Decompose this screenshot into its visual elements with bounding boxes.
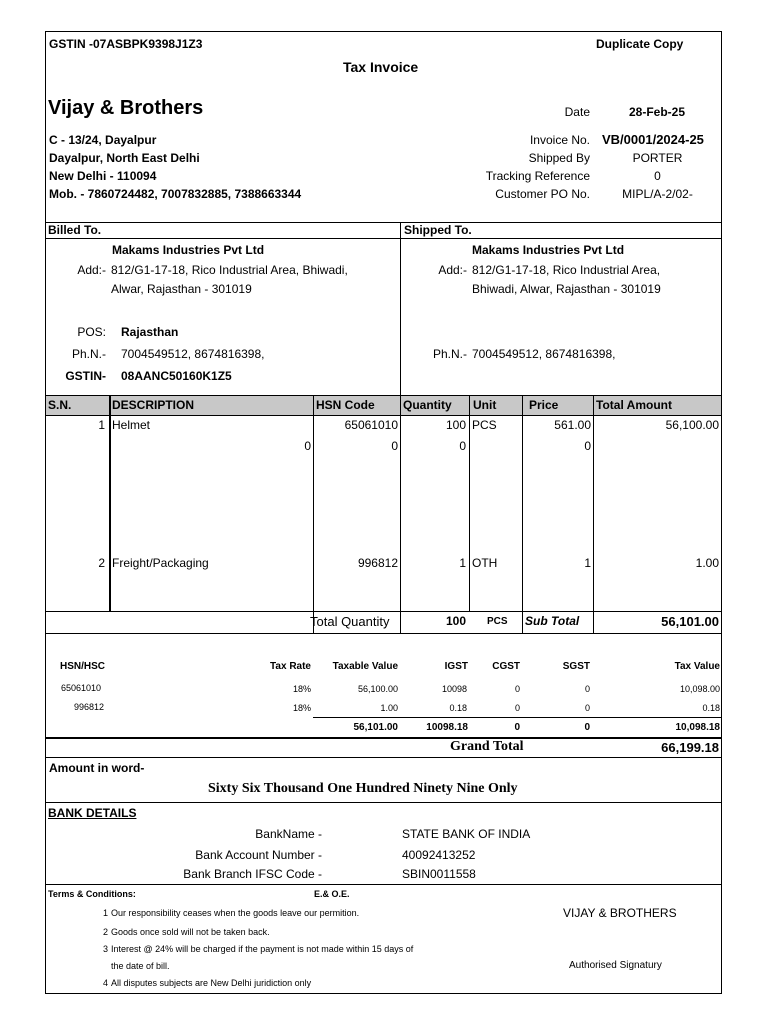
table-cell: Freight/Packaging	[112, 556, 209, 570]
col-line	[109, 395, 111, 611]
tax-cell: 10098	[441, 684, 467, 694]
col-header-total: Total Amount	[596, 398, 672, 412]
divider	[45, 802, 722, 803]
tax-total: 10,098.18	[675, 722, 720, 733]
tax-cell: 0	[584, 703, 590, 713]
bank-account-label: Bank Account Number -	[195, 848, 322, 862]
col-line	[313, 395, 314, 633]
shipped-by-value: PORTER	[632, 151, 683, 165]
pos-label: POS:	[77, 325, 106, 339]
date-value: 28-Feb-25	[629, 105, 686, 119]
total-quantity-unit: PCS	[487, 616, 508, 627]
address-line: Dayalpur, North East Delhi	[49, 151, 200, 165]
address-line: Mob. - 7860724482, 7007832885, 7388663344	[49, 187, 302, 201]
divider	[45, 884, 722, 885]
shipped-phone-label: Ph.N.-	[432, 347, 467, 361]
billed-gstin-label: GSTIN-	[65, 369, 106, 383]
col-header-price: Price	[529, 398, 559, 412]
tax-cell: 10,098.00	[679, 684, 720, 694]
table-cell: 1	[98, 418, 105, 432]
tax-cell: 56,100.00	[357, 684, 398, 694]
col-header-unit: Unit	[473, 398, 497, 412]
billed-heading: Billed To.	[48, 223, 102, 237]
sub-total-value: 56,101.00	[661, 614, 719, 629]
table-cell: 996812	[357, 556, 398, 570]
grand-total-label: Grand Total	[450, 739, 524, 754]
tax-cell: 18%	[292, 703, 311, 713]
tax-total: 10098.18	[426, 722, 468, 733]
divider	[45, 757, 722, 758]
invoice-no-label: Invoice No.	[529, 133, 590, 147]
bank-heading: BANK DETAILS	[48, 806, 137, 820]
gstin: GSTIN -07ASBPK9398J1Z3	[49, 37, 203, 51]
term-text: All disputes subjects are New Delhi juridiction only	[111, 978, 312, 988]
col-line	[593, 395, 594, 633]
tax-cell: 65061010	[61, 683, 102, 693]
bank-name-label: BankName -	[255, 827, 322, 841]
pos-value: Rajasthan	[121, 325, 179, 339]
tax-total: 56,101.00	[353, 722, 398, 733]
bank-ifsc-value: SBIN0011558	[402, 867, 476, 881]
total-quantity-label: Total Quantity	[310, 614, 390, 629]
company-name: Vijay & Brothers	[48, 97, 204, 119]
tax-cell: 0	[514, 703, 520, 713]
table-cell: 65061010	[344, 418, 398, 432]
tax-cell: 18%	[292, 684, 311, 694]
col-header-quantity: Quantity	[403, 398, 452, 412]
col-header-description: DESCRIPTION	[112, 398, 195, 412]
term-text: Our responsibility ceases when the goods leave our permition.	[111, 908, 360, 918]
table-cell: 561.00	[554, 418, 591, 432]
shipped-heading: Shipped To.	[404, 223, 472, 237]
divider	[45, 737, 722, 739]
billed-phone-label: Ph.N.-	[71, 347, 106, 361]
billed-name: Makams Industries Pvt Ltd	[112, 243, 265, 257]
customer-po-value: MIPL/A-2/02-	[622, 187, 693, 201]
table-cell: Helmet	[112, 418, 151, 432]
table-cell: 0	[391, 439, 398, 453]
bank-account-value: 40092413252	[402, 848, 476, 862]
billed-phone: 7004549512, 8674816398,	[121, 347, 265, 361]
tax-header-value: Tax Value	[674, 661, 720, 672]
col-header-sn: S.N.	[48, 398, 72, 412]
signatory-label: Authorised Signatury	[569, 960, 662, 971]
table-cell: 1	[584, 556, 591, 570]
tax-header-rate: Tax Rate	[270, 661, 311, 672]
address-line: New Delhi - 110094	[49, 169, 157, 183]
amount-words: Sixty Six Thousand One Hundred Ninety Nine Only	[208, 781, 518, 796]
copy-label: Duplicate Copy	[596, 37, 684, 51]
divider	[45, 395, 722, 396]
col-line	[400, 395, 401, 633]
shipped-address: Bhiwadi, Alwar, Rajasthan - 301019	[472, 282, 661, 296]
divider	[313, 717, 721, 718]
table-cell: 100	[445, 418, 466, 432]
shipped-add-label: Add:-	[438, 263, 467, 277]
col-line	[469, 395, 470, 611]
tracking-value: 0	[654, 169, 661, 183]
amount-words-label: Amount in word-	[49, 761, 145, 775]
term-num: 1	[102, 908, 108, 918]
eoe-label: E.& O.E.	[314, 889, 350, 899]
invoice-no-value: VB/0001/2024-25	[602, 132, 704, 147]
doc-title: Tax Invoice	[343, 59, 419, 75]
tax-cell: 0	[584, 684, 590, 694]
total-quantity-value: 100	[445, 614, 466, 628]
divider	[45, 415, 722, 416]
tax-cell: 0.18	[449, 703, 467, 713]
billed-address: Alwar, Rajasthan - 301019	[111, 282, 252, 296]
sub-total-label: Sub Total	[525, 614, 580, 628]
bank-ifsc-label: Bank Branch IFSC Code -	[183, 867, 322, 881]
shipped-address: 812/G1-17-18, Rico Industrial Area,	[472, 263, 661, 277]
shipped-name: Makams Industries Pvt Ltd	[472, 243, 625, 257]
divider	[45, 238, 722, 239]
tax-cell: 0.18	[702, 703, 720, 713]
divider	[45, 633, 722, 634]
term-text: Interest @ 24% will be charged if the payment is not made within 15 days of	[111, 944, 414, 954]
tax-header-taxable: Taxable Value	[332, 661, 398, 672]
table-cell: OTH	[472, 556, 498, 570]
col-line	[522, 395, 523, 633]
term-text: Goods once sold will not be taken back.	[111, 927, 270, 937]
tax-cell: 996812	[74, 702, 105, 712]
tax-total: 0	[514, 722, 520, 733]
term-num: 3	[102, 944, 108, 954]
divider	[45, 222, 722, 223]
divider	[400, 222, 401, 396]
table-cell: 56,100.00	[665, 418, 719, 432]
table-cell: 1	[459, 556, 466, 570]
tax-header-igst: IGST	[444, 661, 468, 672]
col-header-hsn: HSN Code	[316, 398, 375, 412]
border-top	[45, 31, 722, 32]
terms-heading: Terms & Conditions:	[48, 889, 136, 899]
grand-total-value: 66,199.18	[661, 740, 719, 755]
border-bottom	[45, 993, 722, 994]
tax-cell: 1.00	[380, 703, 398, 713]
border-right	[721, 31, 722, 993]
term-num: 2	[102, 927, 108, 937]
tracking-label: Tracking Reference	[485, 169, 590, 183]
tax-cell: 0	[514, 684, 520, 694]
table-cell: 0	[459, 439, 466, 453]
tax-header-hsn: HSN/HSC	[60, 661, 106, 672]
shipped-phone: 7004549512, 8674816398,	[472, 347, 616, 361]
table-cell: 2	[98, 556, 105, 570]
shipped-by-label: Shipped By	[528, 151, 590, 165]
border-left	[45, 31, 46, 993]
billed-add-label: Add:-	[77, 263, 106, 277]
term-text: the date of bill.	[111, 961, 170, 971]
customer-po-label: Customer PO No.	[495, 187, 590, 201]
term-num: 4	[102, 978, 108, 988]
signatory-company: VIJAY & BROTHERS	[563, 906, 677, 920]
divider	[45, 611, 722, 612]
table-cell: 0	[584, 439, 591, 453]
billed-address: 812/G1-17-18, Rico Industrial Area, Bhiwadi,	[111, 263, 348, 277]
table-cell: PCS	[472, 418, 497, 432]
bank-name-value: STATE BANK OF INDIA	[402, 827, 531, 841]
date-label: Date	[564, 105, 590, 119]
billed-gstin: 08AANC50160K1Z5	[121, 369, 232, 383]
tax-header-cgst: CGST	[492, 661, 520, 672]
tax-header-sgst: SGST	[562, 661, 590, 672]
address-line: C - 13/24, Dayalpur	[49, 133, 157, 147]
table-cell: 1.00	[695, 556, 719, 570]
table-cell: 0	[304, 439, 311, 453]
tax-total: 0	[584, 722, 590, 733]
